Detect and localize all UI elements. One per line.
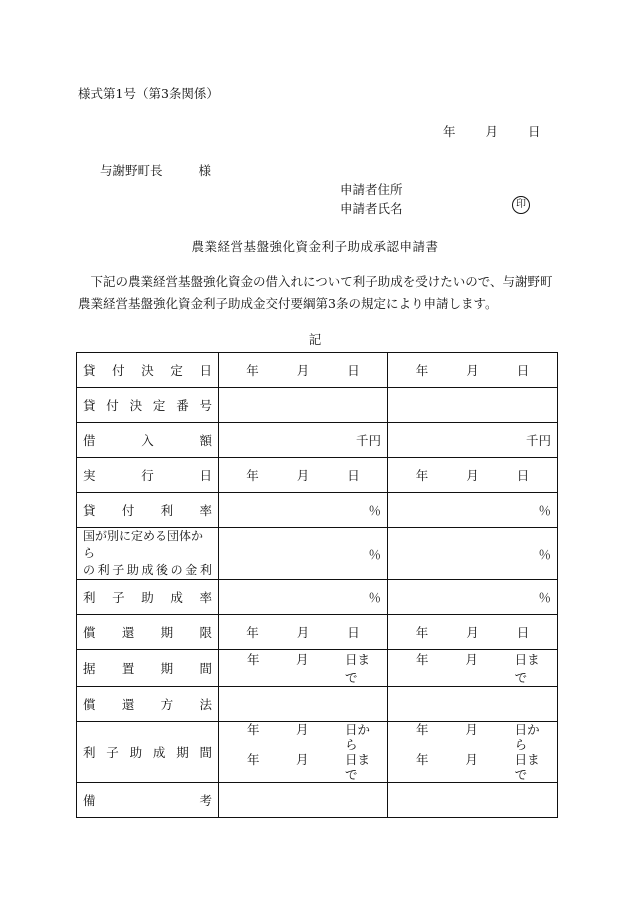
date-month: 月 — [485, 124, 499, 139]
cell-percent[interactable] — [219, 493, 388, 528]
unit-year: 年 — [246, 468, 259, 483]
cell-blank[interactable] — [388, 388, 558, 423]
unit-month: 月 — [296, 468, 310, 483]
unit-day: 日 — [347, 625, 360, 640]
justified-label: 実 行 日 — [83, 468, 212, 483]
unit-day-from: 日から — [345, 722, 371, 752]
cell-blank[interactable] — [388, 687, 558, 722]
cell-date-until[interactable] — [219, 650, 388, 687]
unit-year: 年 — [416, 652, 429, 667]
row-label-loan-rate — [77, 493, 219, 528]
table-row — [77, 388, 558, 423]
label-line-1: 国が別に定める団体から — [83, 529, 204, 560]
row-label-subsidy-period — [77, 722, 219, 783]
unit-day: 日 — [516, 363, 530, 378]
cell-date[interactable] — [388, 615, 558, 650]
cell-percent[interactable] — [388, 528, 558, 580]
justified-label: 利 子 助 成 期 間 — [83, 745, 212, 760]
table-row — [77, 458, 558, 493]
unit-year: 年 — [247, 752, 260, 767]
unit-percent: ％ — [538, 546, 551, 562]
addressee-suffix: 様 — [198, 163, 212, 178]
justified-label: 利 子 助 成 率 — [83, 590, 212, 605]
cell-period[interactable] — [219, 722, 388, 783]
cell-date[interactable] — [388, 458, 558, 493]
table-row — [77, 580, 558, 615]
row-label-subsidy-rate — [77, 580, 219, 615]
table-row — [77, 493, 558, 528]
cell-remarks[interactable] — [219, 783, 388, 818]
table-row — [77, 722, 558, 783]
unit-month: 月 — [465, 722, 478, 737]
row-label-grace-period — [77, 650, 219, 687]
unit-year: 年 — [247, 652, 260, 667]
unit-day-until: 日まで — [345, 752, 371, 782]
table-row — [77, 687, 558, 722]
unit-year: 年 — [415, 363, 429, 378]
addressee-name: 与謝野町長 — [100, 163, 163, 178]
unit-day-from: 日から — [514, 722, 540, 752]
seal-icon: 印 — [512, 196, 530, 214]
unit-day: 日 — [347, 468, 360, 483]
row-label-loan-decision-date — [77, 353, 219, 388]
unit-percent: ％ — [368, 546, 381, 562]
cell-blank[interactable] — [219, 687, 388, 722]
unit-percent: ％ — [538, 590, 551, 605]
cell-date[interactable] — [219, 353, 388, 388]
cell-date[interactable] — [219, 458, 388, 493]
justified-label: 貸 付 決 定 番 号 — [83, 398, 212, 413]
unit-day: 日 — [347, 363, 360, 378]
label-char: 備 — [83, 793, 96, 808]
unit-month: 月 — [466, 625, 479, 640]
addressee — [100, 161, 211, 179]
justified-label: 償 還 方 法 — [83, 697, 212, 712]
application-date — [443, 122, 541, 140]
unit-month: 月 — [296, 625, 310, 640]
cell-date[interactable] — [219, 615, 388, 650]
unit-percent: ％ — [368, 590, 381, 605]
cell-percent[interactable] — [388, 580, 558, 615]
applicant-address-label: 申請者住所 — [340, 182, 403, 197]
applicant-name-label: 申請者氏名 — [340, 201, 403, 216]
unit-year: 年 — [415, 468, 429, 483]
loan-details-table — [76, 352, 558, 818]
row-label-remarks — [77, 783, 219, 818]
unit-day-until: 日まで — [514, 752, 540, 782]
table-row — [77, 528, 558, 580]
cell-remarks[interactable] — [388, 783, 558, 818]
cell-blank[interactable] — [219, 388, 388, 423]
unit-month: 月 — [296, 363, 310, 378]
unit-year: 年 — [247, 722, 260, 737]
ki-heading: 記 — [308, 332, 322, 347]
justified-label: 据 置 期 間 — [83, 661, 212, 676]
unit-day-until: 日まで — [514, 652, 540, 685]
unit-thousand-yen: 千円 — [525, 433, 551, 448]
table-row — [77, 353, 558, 388]
form-number: 様式第1号（第3条関係） — [78, 86, 219, 101]
cell-period[interactable] — [388, 722, 558, 783]
row-label-repayment-method — [77, 687, 219, 722]
document-title: 農業経営基盤強化資金利子助成承認申請書 — [191, 239, 439, 254]
unit-month: 月 — [466, 468, 479, 483]
label-char: 考 — [199, 793, 212, 808]
unit-month: 月 — [466, 363, 479, 378]
unit-year: 年 — [246, 363, 259, 378]
row-label-rate-after-subsidy — [77, 528, 219, 580]
cell-date-until[interactable] — [388, 650, 558, 687]
unit-year: 年 — [415, 625, 429, 640]
justified-label: 償 還 期 限 — [83, 625, 212, 640]
unit-month: 月 — [465, 652, 478, 667]
unit-month: 月 — [296, 652, 309, 667]
justified-label: 貸 付 決 定 日 — [83, 363, 212, 378]
unit-month: 月 — [465, 752, 478, 767]
cell-amount[interactable] — [388, 423, 558, 458]
unit-month: 月 — [296, 722, 309, 737]
date-day: 日 — [528, 124, 541, 139]
date-year: 年 — [443, 124, 456, 139]
row-label-repayment-deadline — [77, 615, 219, 650]
justified-label: 借 入 額 — [83, 433, 212, 448]
cell-amount[interactable] — [219, 423, 388, 458]
unit-percent: ％ — [538, 503, 551, 518]
row-label-borrowing-amount — [77, 423, 219, 458]
unit-year: 年 — [246, 625, 259, 640]
body-text: 下記の農業経営基盤強化資金の借入れについて利子助成を受けたいので、与謝野町農業経営基盤強化資金利子助成金交付要綱第3条の規定により申請します。 — [78, 274, 553, 311]
unit-day: 日 — [516, 468, 530, 483]
row-label-execution-date — [77, 458, 219, 493]
cell-percent[interactable] — [219, 528, 388, 580]
label-line-2: の 利 子 助 成 後 の 金 利 — [83, 563, 212, 577]
unit-percent: ％ — [368, 503, 381, 518]
unit-day: 日 — [516, 625, 530, 640]
unit-year: 年 — [416, 752, 429, 767]
table-row — [77, 650, 558, 687]
unit-year: 年 — [416, 722, 429, 737]
cell-percent[interactable] — [388, 493, 558, 528]
row-label-loan-decision-number — [77, 388, 219, 423]
cell-date[interactable] — [388, 353, 558, 388]
cell-percent[interactable] — [219, 580, 388, 615]
unit-month: 月 — [296, 752, 309, 767]
table-row — [77, 615, 558, 650]
unit-thousand-yen: 千円 — [355, 433, 381, 448]
table-row — [77, 423, 558, 458]
unit-day-until: 日まで — [345, 652, 371, 685]
table-row — [77, 783, 558, 818]
justified-label: 貸 付 利 率 — [83, 503, 212, 518]
justified-label — [83, 791, 212, 809]
